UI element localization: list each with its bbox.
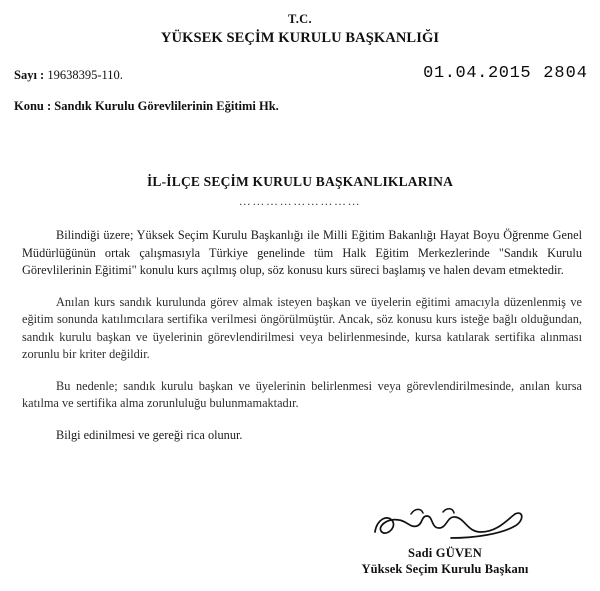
subject-value: Sandık Kurulu Görevlilerinin Eğitimi Hk.	[54, 99, 279, 114]
reference-number-row	[14, 68, 123, 83]
addressee-dots: ………………………	[238, 194, 362, 209]
document-body	[0, 227, 600, 444]
date-stamp-number: 2804	[543, 64, 588, 84]
body-paragraph: Bilindiği üzere; Yüksek Seçim Kurulu Başkanlığı ile Milli Eğitim Bakanlığı Hayat Boyu Öğrenme Genel Müdürlüğünün ortak çalışmasıyla Türkiye genelinde tüm Halk Eğitim Merkezlerinde "Sandık Kurulu Görevlilerinin Eğitimi" konulu kurs açılmış olup, söz konusu kurs süreci başlamış ve halen devam etmektedir.	[22, 228, 582, 278]
date-stamp-date: 01.04.2015	[423, 64, 532, 84]
body-paragraph: Bu nedenle; sandık kurulu başkan ve üyelerinin belirlenmesi veya görevlendirilmesinde, anılan kursa katılma ve sertifika alma zorunluluğu bulunmamaktadır.	[22, 378, 582, 411]
reference-number-value: 19638395-110.	[47, 68, 123, 83]
addressee-block	[0, 174, 600, 209]
signer-role: Yüksek Seçim Kurulu Başkanı	[361, 562, 529, 576]
signer-name: Sadi GÜVEN	[408, 546, 482, 560]
body-paragraph: Bilgi edinilmesi ve gereği rica olunur.	[56, 427, 243, 442]
organization-title: YÜKSEK SEÇİM KURULU BAŞKANLIĞI	[160, 29, 440, 46]
subject-label: Konu :	[14, 99, 52, 114]
addressee-title: İL-İLÇE SEÇİM KURULU BAŞKANLIKLARINA	[146, 174, 454, 190]
body-paragraph: Anılan kurs sandık kurulunda görev almak isteyen başkan ve üyelerin eğitimi amacıyla düzenlenmiş ve eğitim sonunda katılımcılara sertifika verilmesi öngörülmüştür. Ancak, söz konusu kurs isteğe bağlı olduğundan, sandık kurulu başkan ve üyelerinin görevlendirilmesi veya belirlenmesinde, kursa katılarak sertifika alınması zorunlu bir kriter değildir.	[22, 294, 582, 362]
document-header	[0, 0, 600, 47]
handwritten-signature-icon	[300, 508, 590, 546]
reference-number-label: Sayı :	[14, 68, 45, 83]
document-meta	[0, 64, 600, 114]
subject-row	[14, 99, 279, 114]
state-emblem-text: T.C.	[288, 12, 312, 26]
signature-block	[300, 508, 590, 577]
date-stamp	[423, 64, 588, 83]
